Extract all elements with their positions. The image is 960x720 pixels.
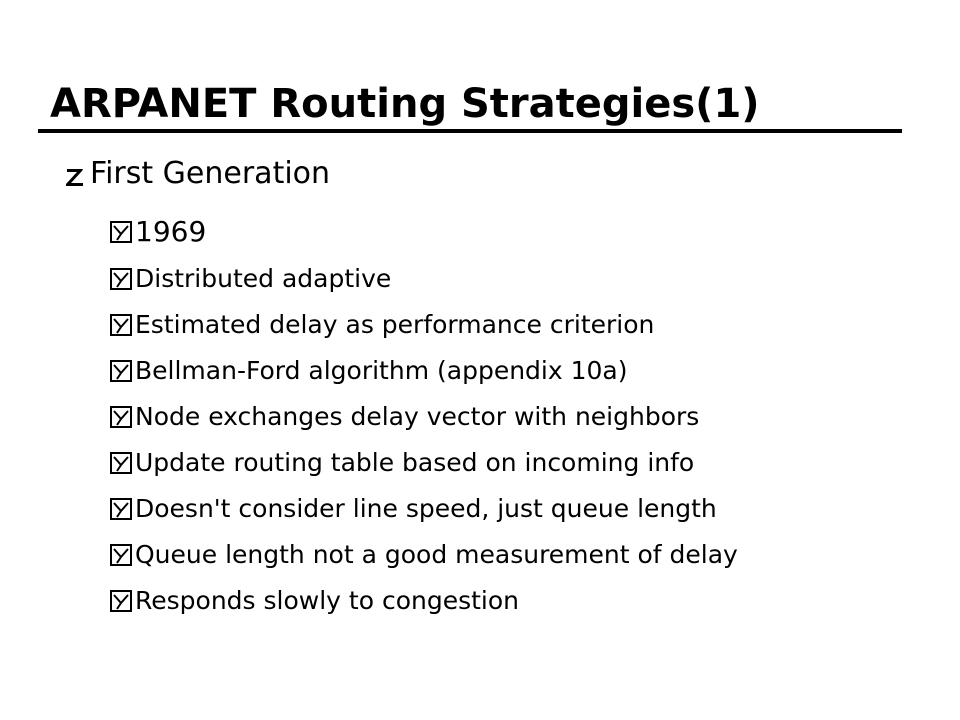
- sub-bullet-item: [110, 440, 738, 486]
- sub-bullet-item: [110, 302, 738, 348]
- sub-bullet-item: [110, 578, 738, 624]
- checkbox-bullet-icon: [110, 221, 132, 243]
- sub-bullet-item: [110, 256, 738, 302]
- sub-bullet-item: [110, 394, 738, 440]
- sub-bullet-item: [110, 486, 738, 532]
- checkbox-bullet-icon: [110, 544, 132, 566]
- sub-bullet-text: Doesn't consider line speed, just queue length: [135, 494, 717, 523]
- sub-bullet-text: Estimated delay as performance criterion: [135, 310, 655, 339]
- slide-title: ARPANET Routing Strategies(1): [50, 81, 760, 127]
- checkbox-bullet-icon: [110, 498, 132, 520]
- sub-bullet-text: Distributed adaptive: [135, 264, 392, 293]
- sub-bullet-item: [110, 208, 738, 256]
- sub-bullet-text: Update routing table based on incoming info: [135, 448, 695, 477]
- sub-bullet-text: Bellman-Ford algorithm (appendix 10a): [135, 356, 628, 385]
- sub-bullet-text: 1969: [135, 215, 207, 248]
- sub-bullet-text: Queue length not a good measurement of delay: [135, 540, 738, 569]
- bullet-first-generation: [64, 152, 330, 196]
- checkbox-bullet-icon: [110, 590, 132, 612]
- checkbox-bullet-icon: [110, 452, 132, 474]
- checkbox-bullet-icon: [110, 360, 132, 382]
- checkbox-bullet-icon: [110, 268, 132, 290]
- sub-bullet-item: [110, 532, 738, 578]
- sub-bullet-list: [110, 208, 738, 624]
- title-underline: [38, 129, 902, 133]
- sub-bullet-text: Responds slowly to congestion: [135, 586, 519, 615]
- sub-bullet-item: [110, 348, 738, 394]
- checkbox-bullet-icon: [110, 314, 132, 336]
- wingdings-z-bullet-icon: [64, 160, 86, 188]
- sub-bullet-text: Node exchanges delay vector with neighbors: [135, 402, 700, 431]
- checkbox-bullet-icon: [110, 406, 132, 428]
- bullet-text: First Generation: [90, 156, 331, 191]
